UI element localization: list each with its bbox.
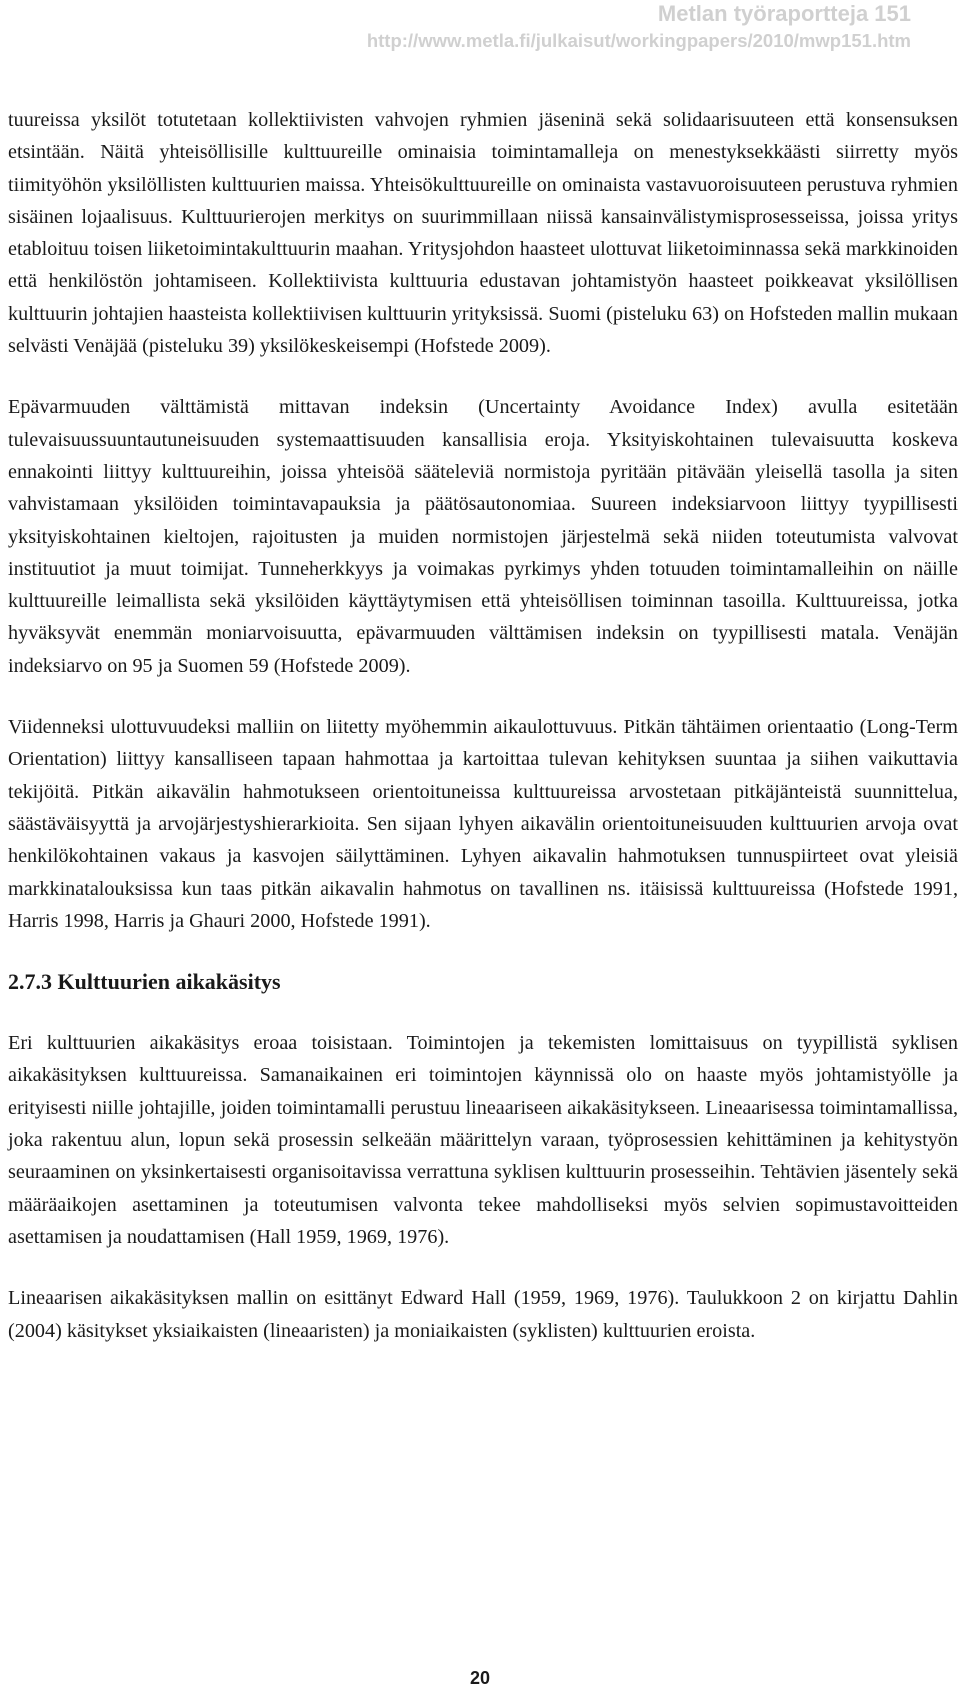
page-header <box>367 0 911 53</box>
series-url: http://www.metla.fi/julkaisut/workingpapers/2010/mwp151.htm <box>366 30 911 51</box>
section-heading: 2.7.3 Kulttuurien aikakäsitys <box>8 969 281 995</box>
body-paragraph: Lineaarisen aikakäsityksen mallin on esittänyt Edward Hall (1959, 1969, 1976). Taulukkoon 2 on kirjattu Dahlin (2004) käsitykset yksiaikaisten (lineaaristen) ja moniaikaisten (syklisten) kulttuurien eroista. <box>8 1287 958 1342</box>
body-paragraph: Eri kulttuurien aikakäsitys eroaa toisistaan. Toimintojen ja tekemisten lomittaisuus on tyypillistä syklisen aikakäsityksen kulttuureissa. Samanaikainen eri toimintojen käynnissä olo on haaste myös johtamistyölle ja erityisesti niille johtajille, joiden toimintamalli perustuu lineaariseen aikakäsitykseen. Lineaarisessa toimintamallissa, joka rakentuu alun, lopun sekä prosessin selkeään määrittelyn varaan, työprosessien kehittäminen ja kehitystyön seuraaminen on yksinkertaisesti organisoitavissa verrattuna syklisen kulttuurin prosesseihin. Tehtävien jäsentely sekä määräaikojen asettaminen ja toteutumisen valvonta tekee mahdolliseksi myös selvien sopimustavoitteiden asettamisen ja noudattamisen (Hall 1959, 1969, 1976). <box>8 1032 958 1248</box>
body-paragraph: tuureissa yksilöt totutetaan kollektiivisten vahvojen ryhmien jäseninä sekä solidaarisuuteen että konsensuksen etsintään. Näitä yhteisöllisille kulttuureille ominaisia toimintamalleja on menestyksekkäästi siirretty myös tiimityöhön yksilöllisten kulttuurien maissa. Yhteisökulttuureille on ominaista vastavuoroisuuteen perustuva ryhmien sisäinen lojaalisuus. Kulttuurierojen merkitys on suurimmillaan niissä kansainvälistymisprosesseissa, joissa yritys etabloituu toisen liiketoimintakulttuurin maahan. Yritysjohdon haasteet ulottuvat liiketoiminnassa sekä markkinoiden että henkilöstön johtamiseen. Kollektiivista kulttuuria edustavan johtamistyön haasteet poikkeavat yksilöllisen kulttuurin johtajien haasteista kollektiivisen kulttuurin yrityksissä. Suomi (pisteluku 63) on Hofsteden mallin mukaan selvästi Venäjää (pisteluku 39) yksilökeskeisempi (Hofstede 2009). <box>8 109 958 358</box>
series-title: Metlan työraportteja 151 <box>657 1 911 26</box>
page-body <box>8 104 958 1347</box>
body-paragraph: Epävarmuuden välttämistä mittavan indeksin (Uncertainty Avoidance Index) avulla esitetään tulevaisuussuuntautuneisuuden systemaattisuuden kansallisia eroja. Yksityiskohtainen tulevaisuutta koskeva ennakointi liittyy kulttuureihin, joissa yhteisöä sääteleviä normistoja pyritään pitävään yleisellä tasolla ja siten vahvistamaan yksilöiden toimintavapauksia ja päätösautonomiaa. Suureen indeksiarvoon liittyy tyypillisesti yksityiskohtainen kieltojen, rajoitusten ja muiden normistojen järjestelmä sekä niiden toteutumista valvovat instituutiot ja muut toimijat. Tunneherkkyys ja voimakas pyrkimys yhden totuuden toimintamalleihin on näille kulttuureille leimallista sekä yksilöiden käyttäytymisen että yhteisöllisen toiminnan tasoilla. Kulttuureissa, jotka hyväksyvät enemmän moniarvoisuutta, epävarmuuden välttämisen indeksin on tyypillisesti matala. Venäjän indeksiarvo on 95 ja Suomen 59 (Hofstede 2009). <box>8 396 958 677</box>
page-number: 20 <box>469 1668 491 1688</box>
body-paragraph: Viidenneksi ulottuvuudeksi malliin on liitetty myöhemmin aikaulottuvuus. Pitkän tähtäimen orientaatio (Long-Term Orientation) liittyy kansalliseen tapaan hahmottaa ja kartoittaa tulevan kehityksen suuntaa ja siihen vaikuttavia tekijöitä. Pitkän aikavälin hahmotukseen orientoituneissa kulttuureissa arvostetaan pitkäjänteistä suunnittelua, säästäväisyyttä ja arvojärjestyshierarkioita. Sen sijaan lyhyen aikavälin orientoituneisuuden kulttuurien arvoja ovat henkilökohtainen vakaus ja kasvojen säilyttäminen. Lyhyen aikavalin hahmotuksen tunnuspiirteet ovat yleisiä markkinatalouksissa kun taas pitkän aikavalin hahmotus on tavallinen ns. itäisissä kulttuureissa (Hofstede 1991, Harris 1998, Harris ja Ghauri 2000, Hofstede 1991). <box>8 716 958 932</box>
